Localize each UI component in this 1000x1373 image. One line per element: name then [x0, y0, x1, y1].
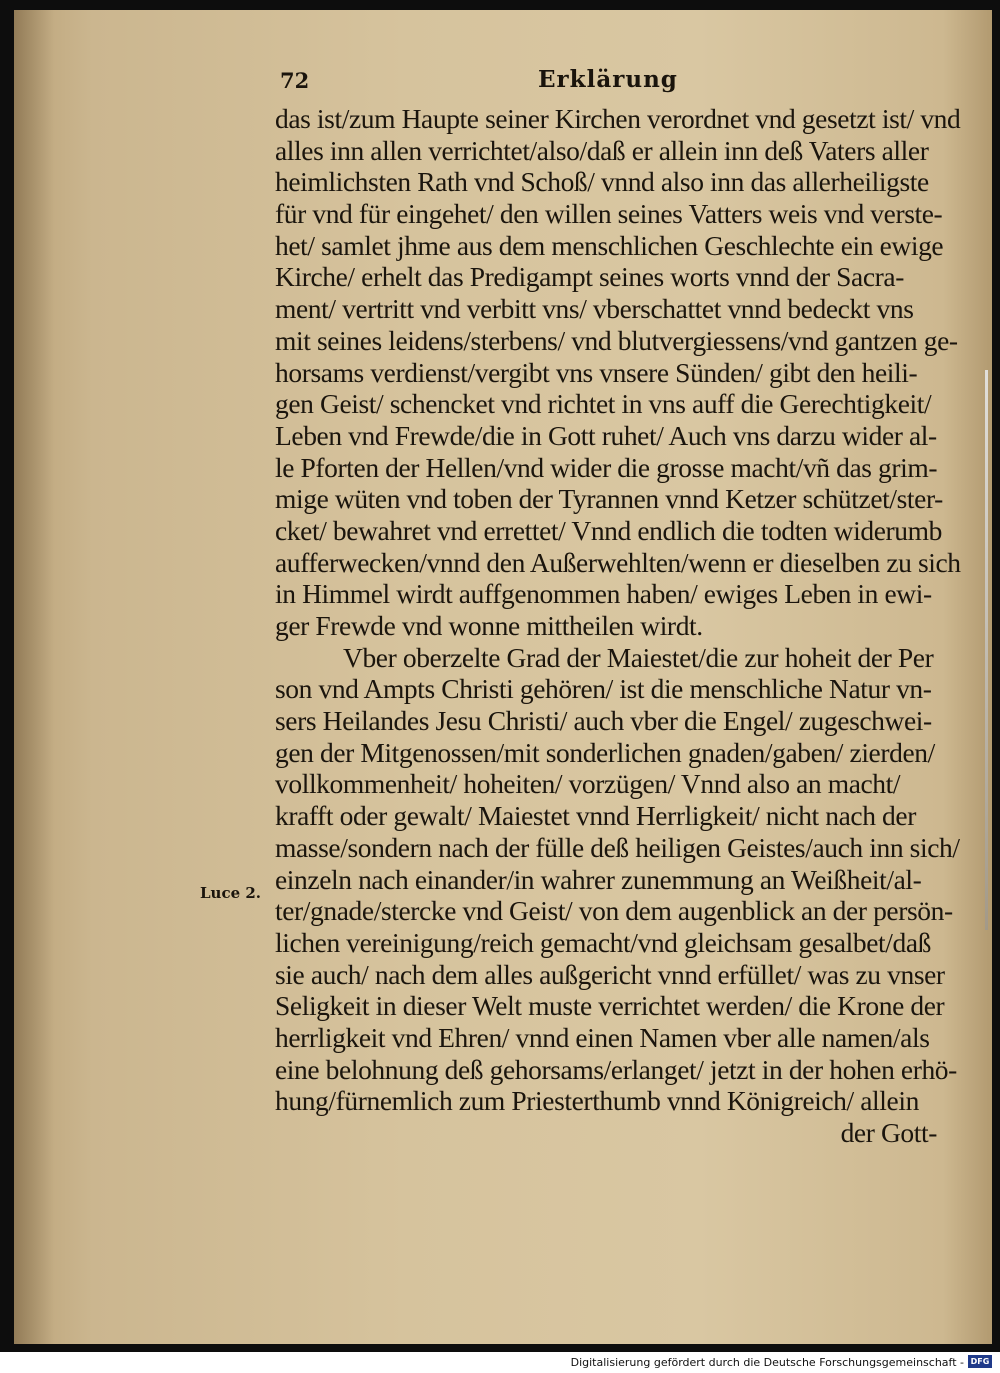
text-line: krafft oder gewalt/ Maiestet vnnd Herrligkeit/ nicht nach der	[275, 800, 916, 832]
marginal-note: Luce 2.	[200, 884, 262, 902]
text-line: das ist/zum Haupte seiner Kirchen verordnet vnd gesetzt ist/ vnd	[275, 103, 961, 134]
scan-edge-marker	[985, 370, 988, 930]
gutter-shadow	[14, 10, 54, 1344]
text-line: le Pforten der Hellen/vnd wider die grosse macht/vñ das grim-	[275, 451, 938, 483]
text-line: ment/ vertritt vnd verbitt vns/ vberschattet vnnd bedeckt vns	[275, 293, 914, 325]
body-text	[275, 103, 965, 1149]
text-line: alles inn allen verrichtet/also/daß er allein inn deß Vaters aller	[275, 134, 929, 166]
text-line: masse/sondern nach der fülle deß heiligen Geistes/auch inn sich/	[275, 831, 960, 863]
footer-bar	[0, 1352, 1000, 1373]
text-line: sie auch/ nach dem alles außgericht vnnd erfüllet/ was zu vnser	[275, 958, 945, 990]
text-line: mit seines leidens/sterbens/ vnd blutvergiessens/vnd gantzen ge-	[275, 324, 958, 356]
text-line: hung/fürnemlich zum Priesterthumb vnnd Königreich/ allein	[275, 1085, 919, 1117]
funding-credit: Digitalisierung gefördert durch die Deutsche Forschungsgemeinschaft -	[570, 1356, 964, 1369]
dfg-logo: DFG	[968, 1355, 992, 1368]
text-line: einzeln nach einander/in wahrer zunemmung an Weißheit/al-	[275, 863, 922, 895]
page-number: 72	[280, 68, 310, 93]
text-line: der Gott-	[840, 1117, 937, 1148]
text-line: eine belohnung deß gehorsams/erlanget/ jetzt in der hohen erhö-	[275, 1053, 957, 1085]
text-line: horsams verdienst/vergibt vns vnsere Sünden/ gibt den heili-	[275, 356, 918, 388]
text-line: cket/ bewahret vnd errettet/ Vnnd endlich die todten widerumb	[275, 514, 942, 546]
text-line: in Himmel wirdt auffgenommen haben/ ewiges Leben in ewi-	[275, 578, 932, 610]
text-line: heimlichsten Rath vnd Schoß/ vnnd also inn das allerheiligste	[275, 166, 929, 198]
text-line: Vber oberzelte Grad der Maiestet/die zur hoheit der Per	[343, 641, 934, 673]
text-line: lichen vereinigung/reich gemacht/vnd gleichsam gesalbet/daß	[275, 926, 932, 958]
text-line: ger Frewde vnd wonne mittheilen wirdt.	[275, 610, 703, 641]
text-line: aufferwecken/vnnd den Außerwehlten/wenn er dieselben zu sich	[275, 546, 961, 578]
text-line: mige wüten vnd toben der Tyrannen vnnd Ketzer schützet/ster-	[275, 483, 943, 515]
text-line: het/ samlet jhme aus dem menschlichen Geschlechte ein ewige	[275, 229, 944, 261]
text-line: für vnd für eingehet/ den willen seines Vatters weis vnd verste-	[275, 198, 943, 230]
page-header	[270, 62, 740, 98]
text-line: Seligkeit in dieser Welt muste verrichtet werden/ die Krone der	[275, 990, 945, 1022]
text-line: Kirche/ erhelt das Predigampt seines worts vnnd der Sacra-	[275, 261, 904, 293]
text-line: herrligkeit vnd Ehren/ vnnd einen Namen vber alle namen/als	[275, 1021, 930, 1053]
text-line: ter/gnade/stercke vnd Geist/ von dem augenblick an der persön-	[275, 895, 953, 927]
text-line: sers Heilandes Jesu Christi/ auch vber die Engel/ zugeschwei-	[275, 705, 932, 737]
text-line: vollkommenheit/ hoheiten/ vorzügen/ Vnnd also an macht/	[275, 768, 901, 800]
text-line: son vnd Ampts Christi gehören/ ist die menschliche Natur vn-	[275, 673, 932, 705]
running-title: Erklärung	[538, 66, 678, 93]
text-line: gen Geist/ schencket vnd richtet in vns auff die Gerechtigkeit/	[275, 388, 932, 420]
text-line: gen der Mitgenossen/mit sonderlichen gnaden/gaben/ zierden/	[275, 736, 935, 768]
text-line: Leben vnd Frewde/die in Gott ruhet/ Auch vns darzu wider al-	[275, 419, 937, 451]
